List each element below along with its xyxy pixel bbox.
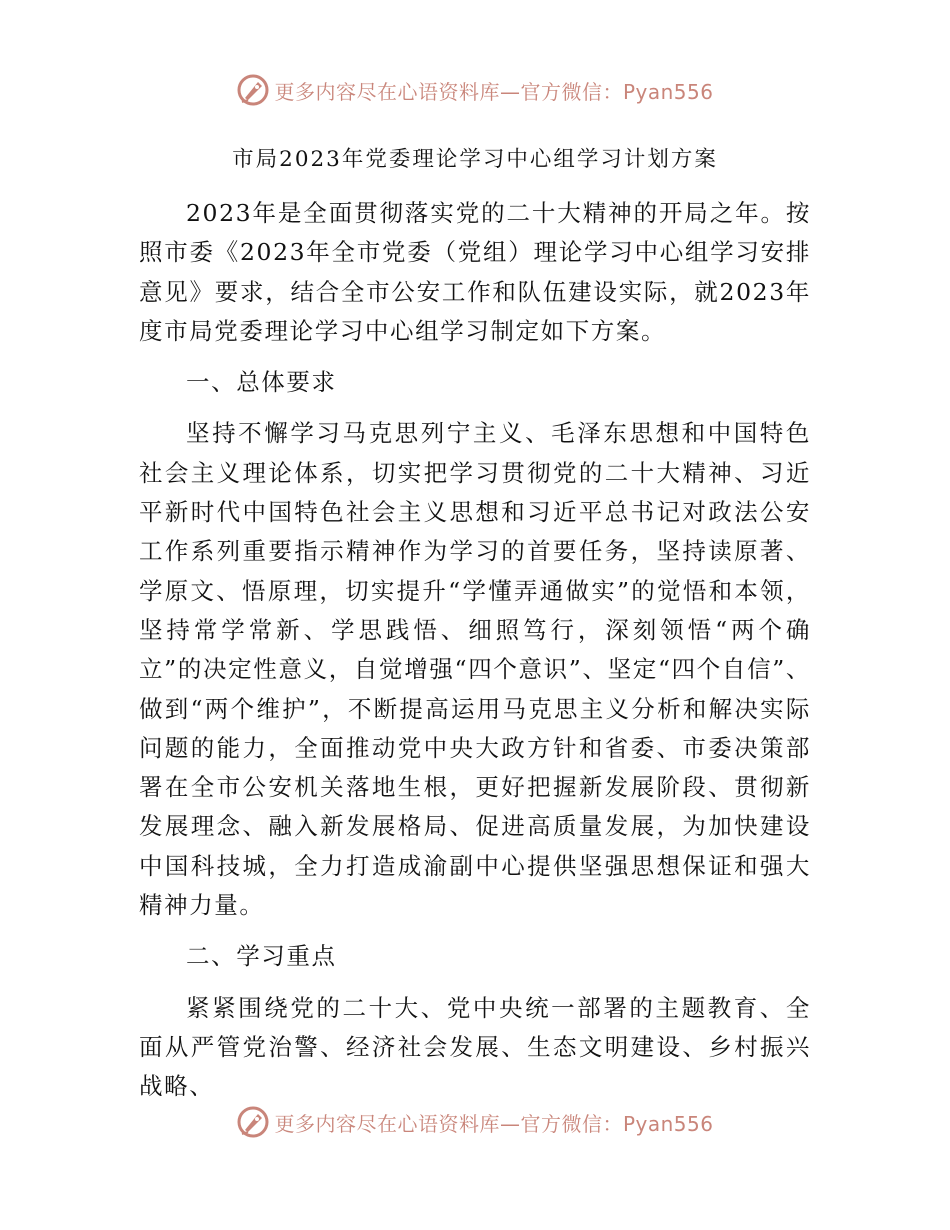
banner-text: 更多内容尽在心语资料库—官方微信：Pyan556 (274, 79, 714, 104)
footer-banner (0, 1102, 950, 1142)
section-heading-2: 二、学习重点 (186, 942, 337, 971)
page-title: 市局2023年党委理论学习中心组学习计划方案 (232, 147, 718, 172)
intro-paragraph: 2023年是全面贯彻落实党的二十大精神的开局之年。按照市委《2023年全市党委（党组）理论学习中心组学习安排意见》要求，结合全市公安工作和队伍建设实际，就2023年度市局党委理论学习中心组学习制定如下方案。 (139, 199, 811, 345)
section-body-2: 紧紧围绕党的二十大、党中央统一部署的主题教育、全面从严管党治警、经济社会发展、生态文明建设、乡村振兴战略、 (139, 993, 811, 1101)
banner-text: 更多内容尽在心语资料库—官方微信：Pyan556 (274, 1111, 714, 1136)
document-body (139, 194, 811, 1107)
section-body-1: 坚持不懈学习马克思列宁主义、毛泽东思想和中国特色社会主义理论体系，切实把学习贯彻党的二十大精神、习近平新时代中国特色社会主义思想和习近平总书记对政法公安工作系列重要指示精神作为学习的首要任务，坚持读原著、学原文、悟原理，切实提升“学懂弄通做实”的觉悟和本领，坚持常学常新、学思践悟、细照笃行，深刻领悟“两个确立”的决定性意义，自觉增强“四个意识”、坚定“四个自信”、做到“两个维护”，不断提高运用马克思主义分析和解决实际问题的能力，全面推动党中央大政方针和省委、市委决策部署在全市公安机关落地生根，更好把握新发展阶段、贯彻新发展理念、融入新发展格局、促进高质量发展，为加快建设中国科技城，全力打造成渝副中心提供坚强思想保证和强大精神力量。 (139, 419, 811, 920)
pen-nib-logo-icon (236, 73, 270, 107)
section-heading-1: 一、总体要求 (186, 368, 337, 397)
header-banner (0, 70, 950, 110)
pen-nib-logo-icon (236, 1105, 270, 1139)
